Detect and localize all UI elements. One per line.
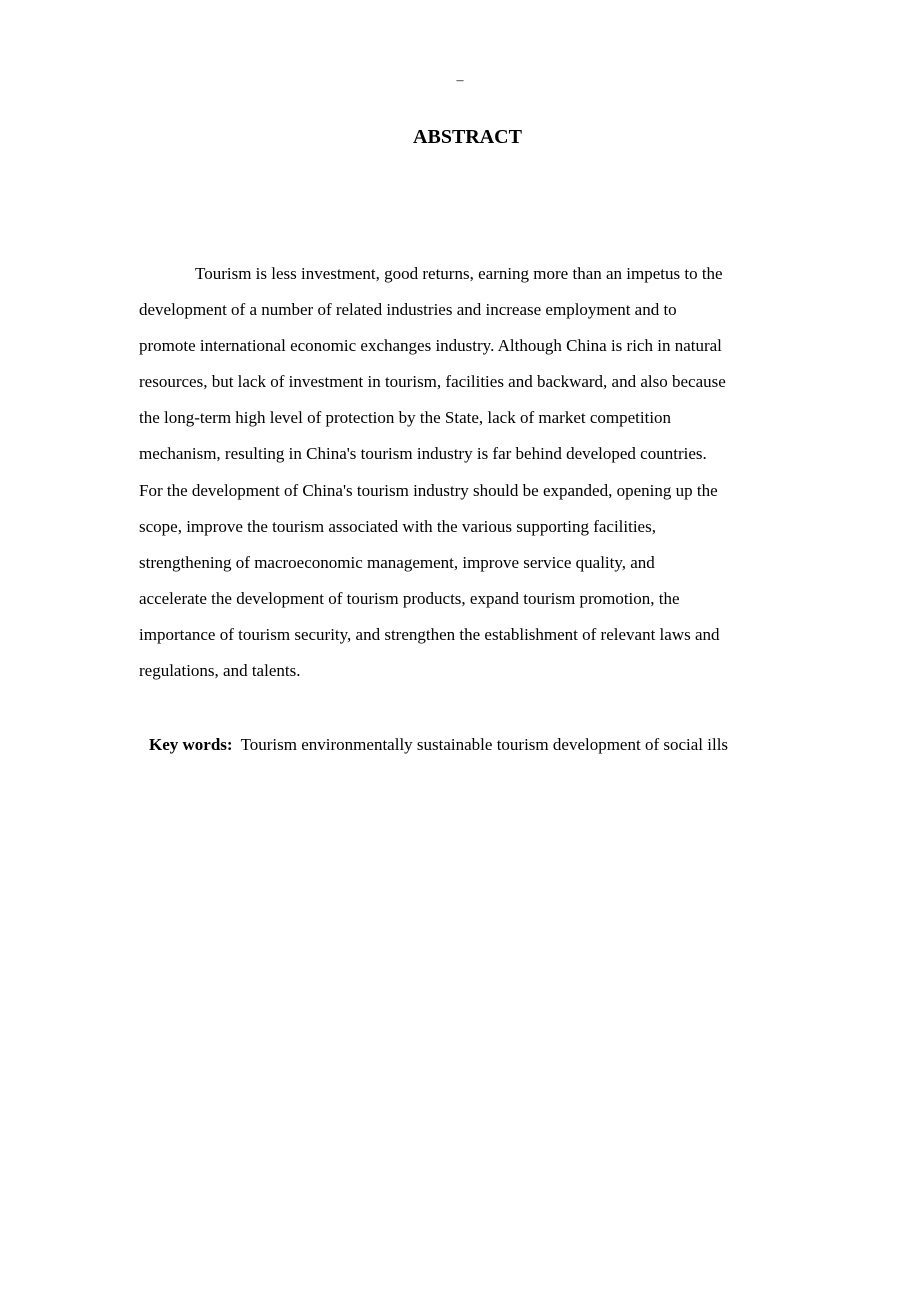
abstract-body — [139, 256, 789, 689]
page-marker: – — [456, 73, 464, 88]
abstract-line: promote international economic exchanges industry. Although China is rich in natural — [139, 336, 722, 356]
page-title: ABSTRACT — [413, 126, 522, 148]
abstract-line: regulations, and talents. — [139, 661, 301, 681]
keywords-line — [149, 727, 829, 763]
abstract-line: importance of tourism security, and strengthen the establishment of relevant laws and — [139, 624, 720, 644]
abstract-line: For the development of China's tourism industry should be expanded, opening up the — [139, 480, 718, 500]
abstract-line: resources, but lack of investment in tourism, facilities and backward, and also because — [139, 372, 726, 392]
abstract-line: development of a number of related industries and increase employment and to — [139, 300, 677, 320]
keywords-text: Tourism environmentally sustainable tourism development of social ills — [240, 735, 729, 754]
abstract-line: accelerate the development of tourism products, expand tourism promotion, the — [139, 588, 680, 608]
abstract-line: mechanism, resulting in China's tourism industry is far behind developed countries. — [139, 444, 707, 464]
keywords-label: Key words: — [149, 735, 233, 754]
abstract-line: scope, improve the tourism associated with the various supporting facilities, — [139, 516, 656, 536]
abstract-line: Tourism is less investment, good returns, earning more than an impetus to the — [195, 264, 723, 283]
abstract-line: the long-term high level of protection by the State, lack of market competition — [139, 408, 672, 428]
abstract-line: strengthening of macroeconomic management, improve service quality, and — [139, 552, 655, 572]
